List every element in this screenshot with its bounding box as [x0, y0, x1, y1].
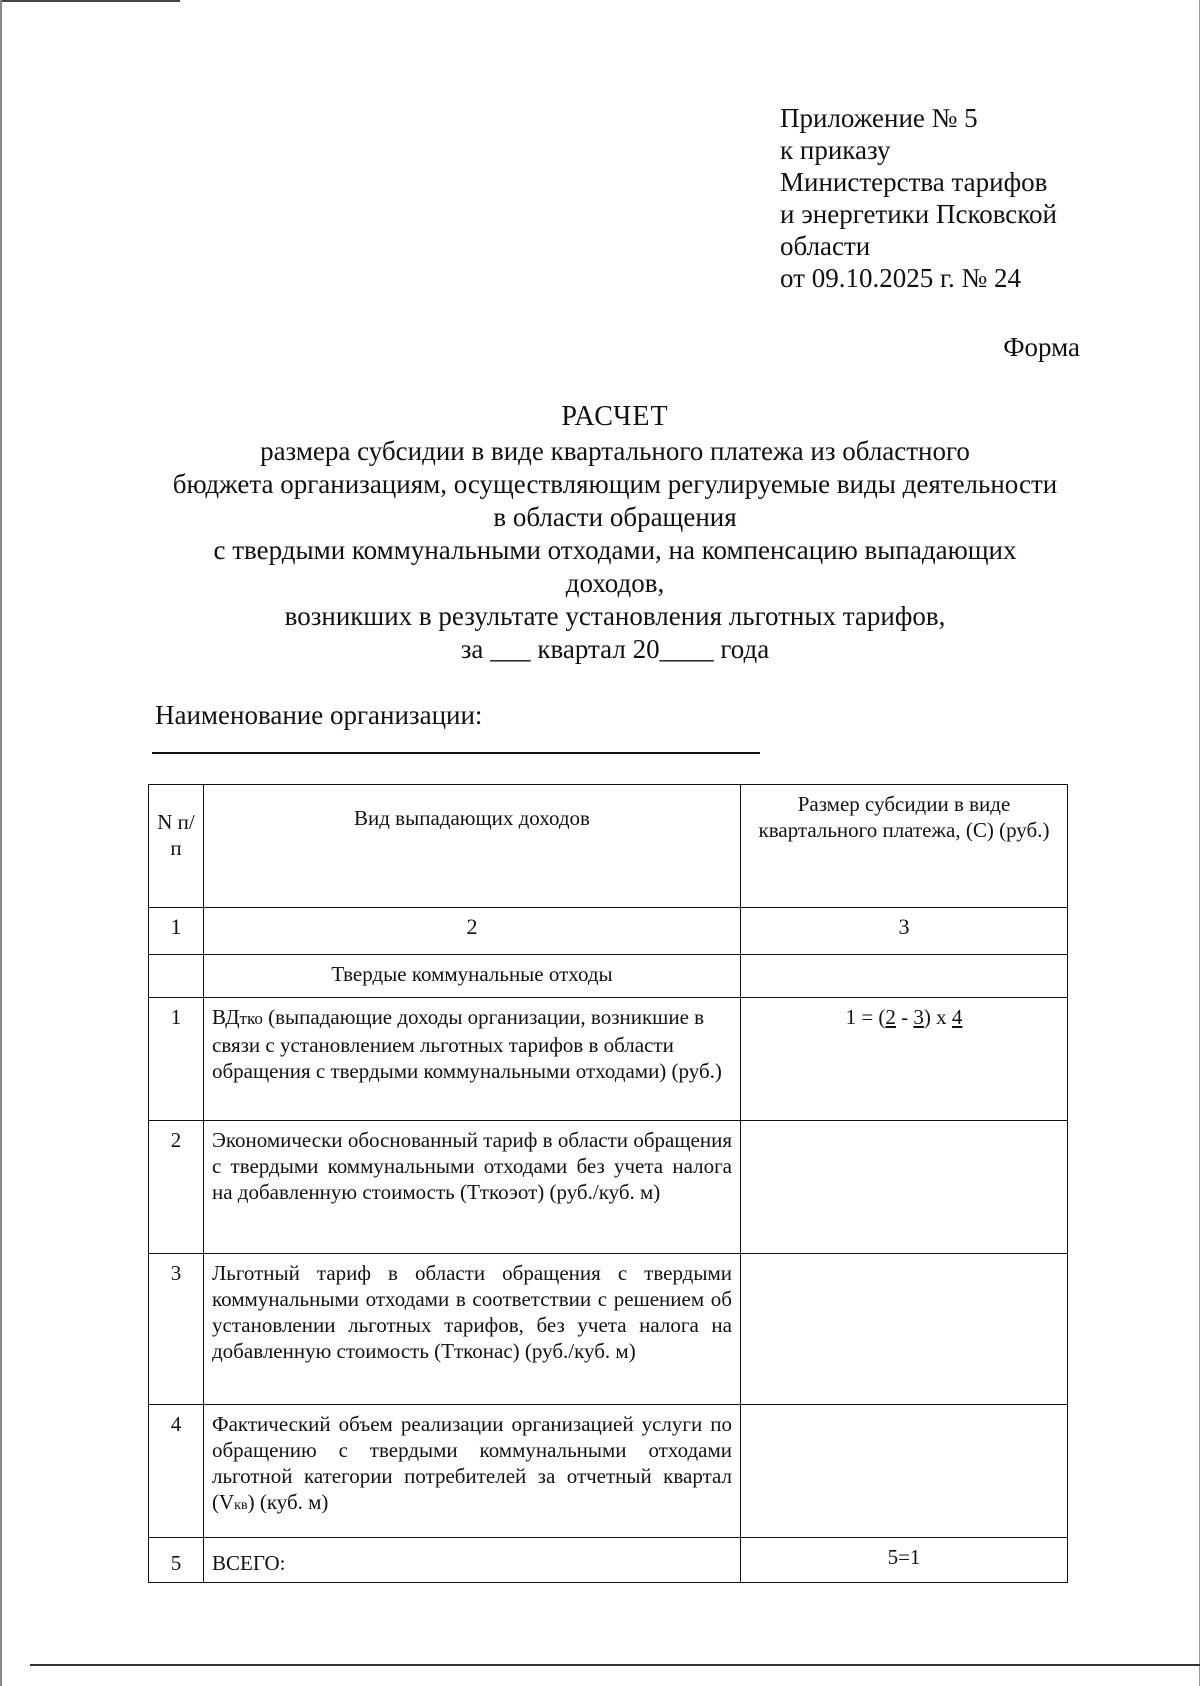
table-row — [149, 1121, 1068, 1254]
formula-part: 3 — [913, 1005, 924, 1029]
row-description-text: ВД — [212, 1005, 240, 1029]
row-number: 3 — [149, 1254, 204, 1405]
appendix-line: к приказу — [780, 135, 891, 165]
scan-edge-left — [0, 0, 2, 1686]
appendix-line: Приложение № 5 — [780, 103, 978, 133]
row-number: 1 — [149, 998, 204, 1121]
appendix-line: области — [780, 231, 871, 261]
organization-name-label: Наименование организации: — [155, 700, 483, 730]
row-description — [204, 1405, 741, 1538]
title-line: с твердыми коммунальными отходами, на компенсацию выпадающих — [213, 535, 1017, 565]
title-line: размера субсидии в виде квартального платежа из областного — [260, 436, 970, 466]
scan-edge-bottom — [30, 1664, 1200, 1666]
row-description — [204, 998, 741, 1121]
appendix-line: Министерства тарифов — [780, 167, 1048, 197]
table-row — [149, 1405, 1068, 1538]
table-row-total — [149, 1538, 1068, 1583]
row-description: Льготный тариф в области обращения с твердыми коммунальными отходами в соответствии с решением об установлении льготных тарифов, без учета налога на добавленную стоимость (Ттконас) (руб./куб. м) — [204, 1254, 741, 1405]
table-row — [149, 1254, 1068, 1405]
appendix-block — [780, 102, 1057, 294]
appendix-line: от 09.10.2025 г. № 24 — [780, 263, 1021, 293]
section-row — [149, 955, 1068, 998]
organization-name-field-line — [152, 752, 760, 754]
title-line: возникших в результате установления льготных тарифов, — [284, 601, 946, 631]
title-line: в области обращения — [493, 502, 737, 532]
formula-part: 2 — [885, 1005, 896, 1029]
row-value — [741, 1121, 1068, 1254]
formula-part: 4 — [951, 1005, 963, 1029]
formula-part: 1 = ( — [845, 1005, 886, 1029]
row-value: 5=1 — [741, 1538, 1068, 1583]
row-description-text: ) (куб. м) — [247, 1490, 329, 1514]
section-title: Твердые коммунальные отходы — [204, 955, 741, 998]
row-number: 5 — [149, 1538, 204, 1583]
formula-part: - — [895, 1005, 914, 1029]
table-row — [149, 998, 1068, 1121]
column-index: 1 — [149, 908, 204, 955]
section-value-cell — [741, 955, 1068, 998]
table-header-row — [149, 785, 1068, 908]
header-income-type: Вид выпадающих доходов — [204, 785, 741, 908]
row-value — [741, 1405, 1068, 1538]
column-index: 3 — [741, 908, 1068, 955]
title-line: за ___ квартал 20____ года — [460, 634, 770, 664]
row-description-subscript: тко — [239, 1009, 263, 1028]
formula-part: ) х — [923, 1005, 952, 1029]
section-number-cell — [149, 955, 204, 998]
scan-edge-top — [0, 0, 180, 2]
column-index: 2 — [204, 908, 741, 955]
subsidy-calculation-table — [148, 784, 1068, 1583]
appendix-line: и энергетики Псковской — [780, 199, 1057, 229]
document-title: РАСЧЕТ — [561, 401, 669, 432]
form-label: Форма — [1003, 332, 1080, 362]
title-line: бюджета организациям, осуществляющим регулируемые виды деятельности — [172, 469, 1058, 499]
document-title-block — [110, 400, 1120, 666]
row-description-subscript: кв — [234, 1498, 248, 1513]
row-value — [741, 1254, 1068, 1405]
row-description-text: Фактический объем реализации организацией услуги по обращению с твердыми коммунальными отходами льготной категории потребителей за отчетный квартал (V — [212, 1412, 732, 1514]
header-number: N п/п — [149, 785, 204, 908]
row-description-text: (выпадающие доходы организации, возникшие в связи с установлением льготных тарифов в области обращения с твердыми коммунальными отходами) (руб.) — [212, 1005, 722, 1083]
column-index-row — [149, 908, 1068, 955]
row-description: Экономически обоснованный тариф в области обращения с твердыми коммунальными отходами без учета налога на добавленную стоимость (Тткоэот) (руб./куб. м) — [204, 1121, 741, 1254]
header-subsidy-amount: Размер субсидии в виде квартального платежа, (С) (руб.) — [741, 785, 1068, 908]
row-number: 4 — [149, 1405, 204, 1538]
row-formula — [741, 998, 1068, 1121]
title-line: доходов, — [565, 568, 665, 598]
row-description: ВСЕГО: — [204, 1538, 741, 1583]
row-number: 2 — [149, 1121, 204, 1254]
